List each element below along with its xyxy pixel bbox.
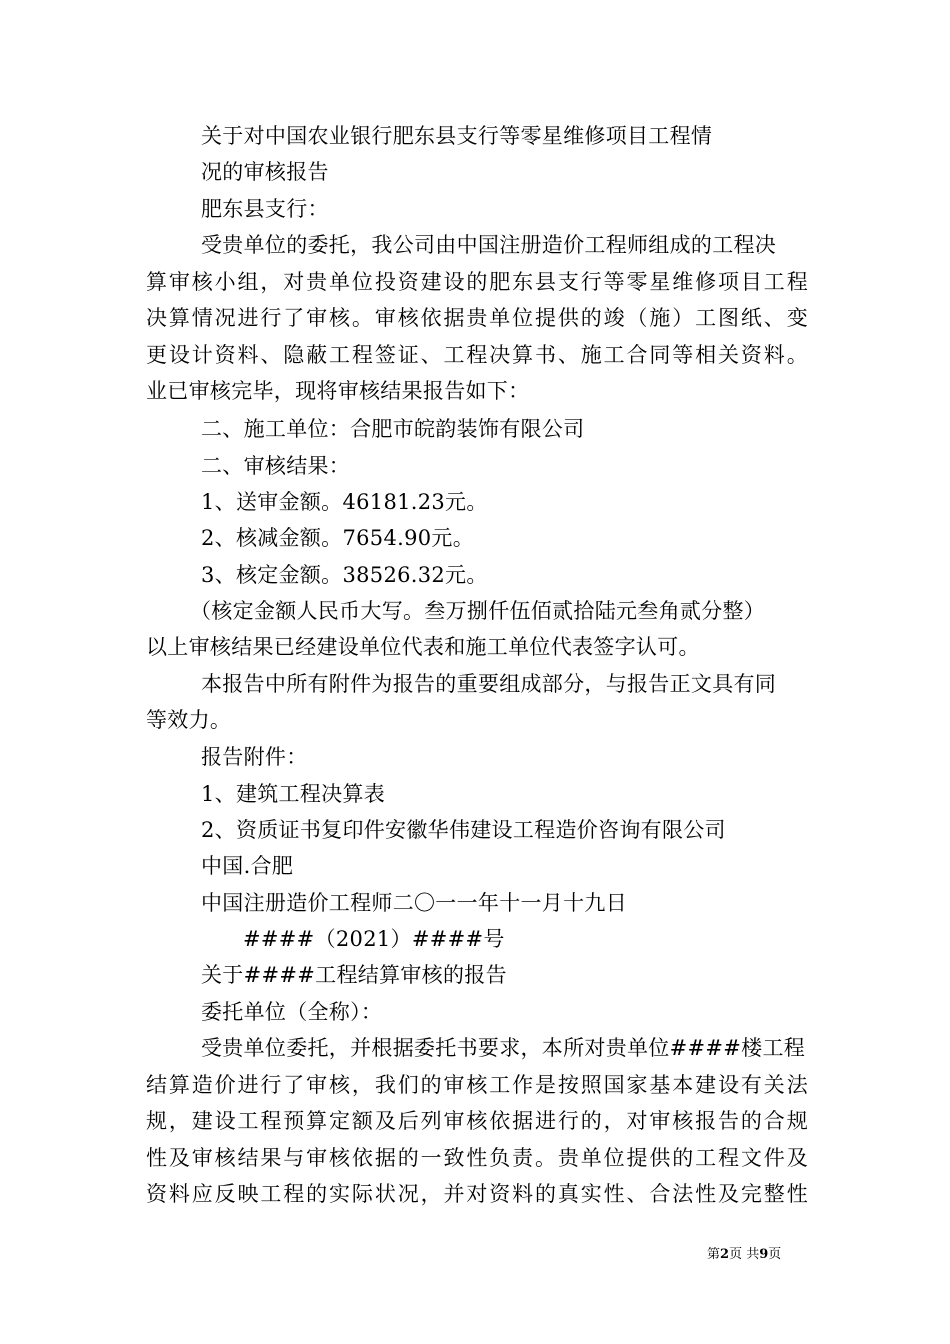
location: 中国.合肥 bbox=[201, 854, 294, 878]
reduced-amount: 2、核减金额。7654.90元。 bbox=[201, 526, 475, 550]
approved-amount: 3、核定金额。38526.32元。 bbox=[201, 563, 488, 587]
footer-middle: 页 共 bbox=[729, 1247, 760, 1262]
construction-unit: 二、施工单位：合肥市皖韵装饰有限公司 bbox=[201, 417, 585, 441]
second-report-title: 关于####工程结算审核的报告 bbox=[201, 963, 507, 987]
audit-result-heading: 二、审核结果： bbox=[201, 454, 351, 478]
page-number: 2 bbox=[720, 1247, 730, 1262]
attachment-item: 1、建筑工程决算表 bbox=[201, 782, 386, 806]
body-paragraph-line: 受贵单位的委托，我公司由中国注册造价工程师组成的工程决 bbox=[201, 233, 777, 257]
body-paragraph-line: 受贵单位委托，并根据委托书要求，本所对贵单位####楼工程 bbox=[201, 1036, 806, 1060]
submitted-amount: 1、送审金额。46181.23元。 bbox=[201, 490, 488, 514]
addressee: 肥东县支行： bbox=[201, 197, 329, 221]
body-paragraph-line: 决算情况进行了审核。审核依据贵单位提供的竣（施）工图纸、变 bbox=[146, 306, 808, 330]
body-paragraph-line: 等效力。 bbox=[146, 708, 232, 732]
signature-date: 中国注册造价工程师二〇一一年十一月十九日 bbox=[201, 891, 627, 915]
attachment-item: 2、资质证书复印件安徽华伟建设工程造价咨询有限公司 bbox=[201, 818, 726, 842]
body-paragraph-line: 资料应反映工程的实际状况，并对资料的真实性、合法性及完整性 bbox=[146, 1182, 808, 1206]
amount-in-words: （核定金额人民币大写。叁万捌仟伍佰贰拾陆元叁角贰分整） bbox=[190, 599, 766, 623]
body-paragraph-line: 算审核小组，对贵单位投资建设的肥东县支行等零星维修项目工程 bbox=[146, 270, 808, 294]
body-paragraph-line: 结算造价进行了审核，我们的审核工作是按照国家基本建设有关法 bbox=[146, 1073, 808, 1097]
body-paragraph-line: 业已审核完毕，现将审核结果报告如下： bbox=[146, 379, 530, 403]
client-unit: 委托单位（全称）： bbox=[201, 1000, 383, 1024]
document-number: ####（2021）####号 bbox=[243, 927, 505, 951]
signature-confirmation: 以上审核结果已经建设单位代表和施工单位代表签字认可。 bbox=[146, 635, 700, 659]
footer-suffix: 页 bbox=[768, 1247, 782, 1262]
report-title-line-1: 关于对中国农业银行肥东县支行等零星维修项目工程情 bbox=[201, 124, 713, 148]
body-paragraph-line: 规，建设工程预算定额及后列审核依据进行的，对审核报告的合规 bbox=[146, 1109, 808, 1133]
total-pages: 9 bbox=[759, 1247, 769, 1262]
body-paragraph-line: 性及审核结果与审核依据的一致性负责。贵单位提供的工程文件及 bbox=[146, 1146, 808, 1170]
attachments-heading: 报告附件： bbox=[201, 745, 308, 769]
report-title-line-2: 况的审核报告 bbox=[201, 160, 329, 184]
footer-prefix: 第 bbox=[707, 1247, 721, 1262]
body-paragraph-line: 更设计资料、隐蔽工程签证、工程决算书、施工合同等相关资料。 bbox=[146, 343, 808, 367]
page-footer bbox=[707, 1247, 781, 1263]
body-paragraph-line: 本报告中所有附件为报告的重要组成部分，与报告正文具有同 bbox=[201, 672, 777, 696]
